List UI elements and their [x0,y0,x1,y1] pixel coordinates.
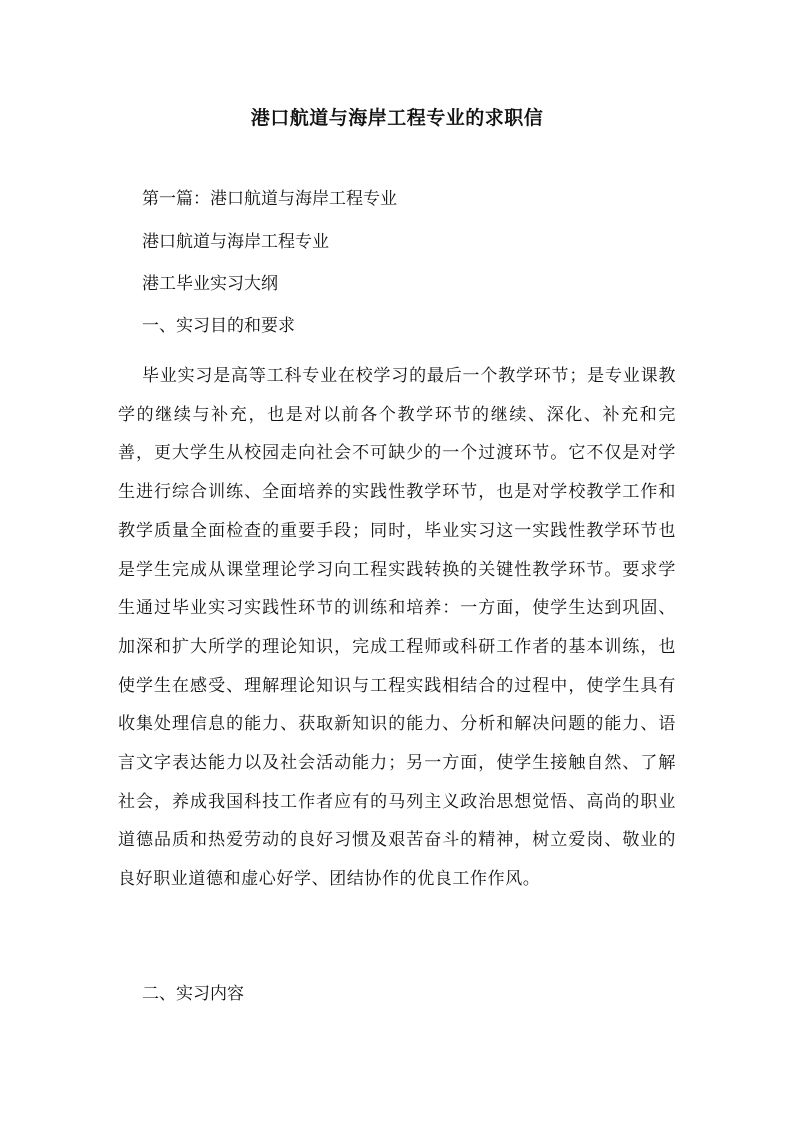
section-one-heading: 一、实习目的和要求 [142,316,295,336]
body-paragraph: 毕业实习是高等工科专业在校学习的最后一个教学环节；是专业课教学的继续与补充，也是对以前各个教学环节的继续、深化、补充和完善，更大学生从校园走向社会不可缺少的一个过渡环节。它不仅是对学生进行综合训练、全面培养的实践性教学环节，也是对学校教学工作和教学质量全面检查的重要手段；同时，毕业实习这一实践性教学环节也是学生完成从课堂理论学习向工程实践转换的关键性教学环节。要求学生通过毕业实习实践性环节的训练和培养：一方面，使学生达到巩固、加深和扩大所学的理论知识，完成工程师或科研工作者的基本训练，也使学生在感受、理解理论知识与工程实践相结合的过程中，使学生具有收集处理信息的能力、获取新知识的能力、分析和解决问题的能力、语言文字表达能力以及社会活动能力；另一方面，使学生接触自然、了解社会，养成我国科技工作者应有的马列主义政治思想觉悟、高尚的职业道德品质和热爱劳动的良好习惯及艰苦奋斗的精神，树立爱岗、敬业的良好职业道德和虚心好学、团结协作的优良工作作风。 [118,366,676,890]
outline-title-line: 港工毕业实习大纲 [142,274,278,294]
section-two-heading: 二、实习内容 [142,984,244,1004]
chapter-heading: 第一篇：港口航道与海岸工程专业 [142,189,397,209]
major-name-line: 港口航道与海岸工程专业 [142,232,329,252]
document-title: 港口航道与海岸工程专业的求职信 [250,107,544,129]
